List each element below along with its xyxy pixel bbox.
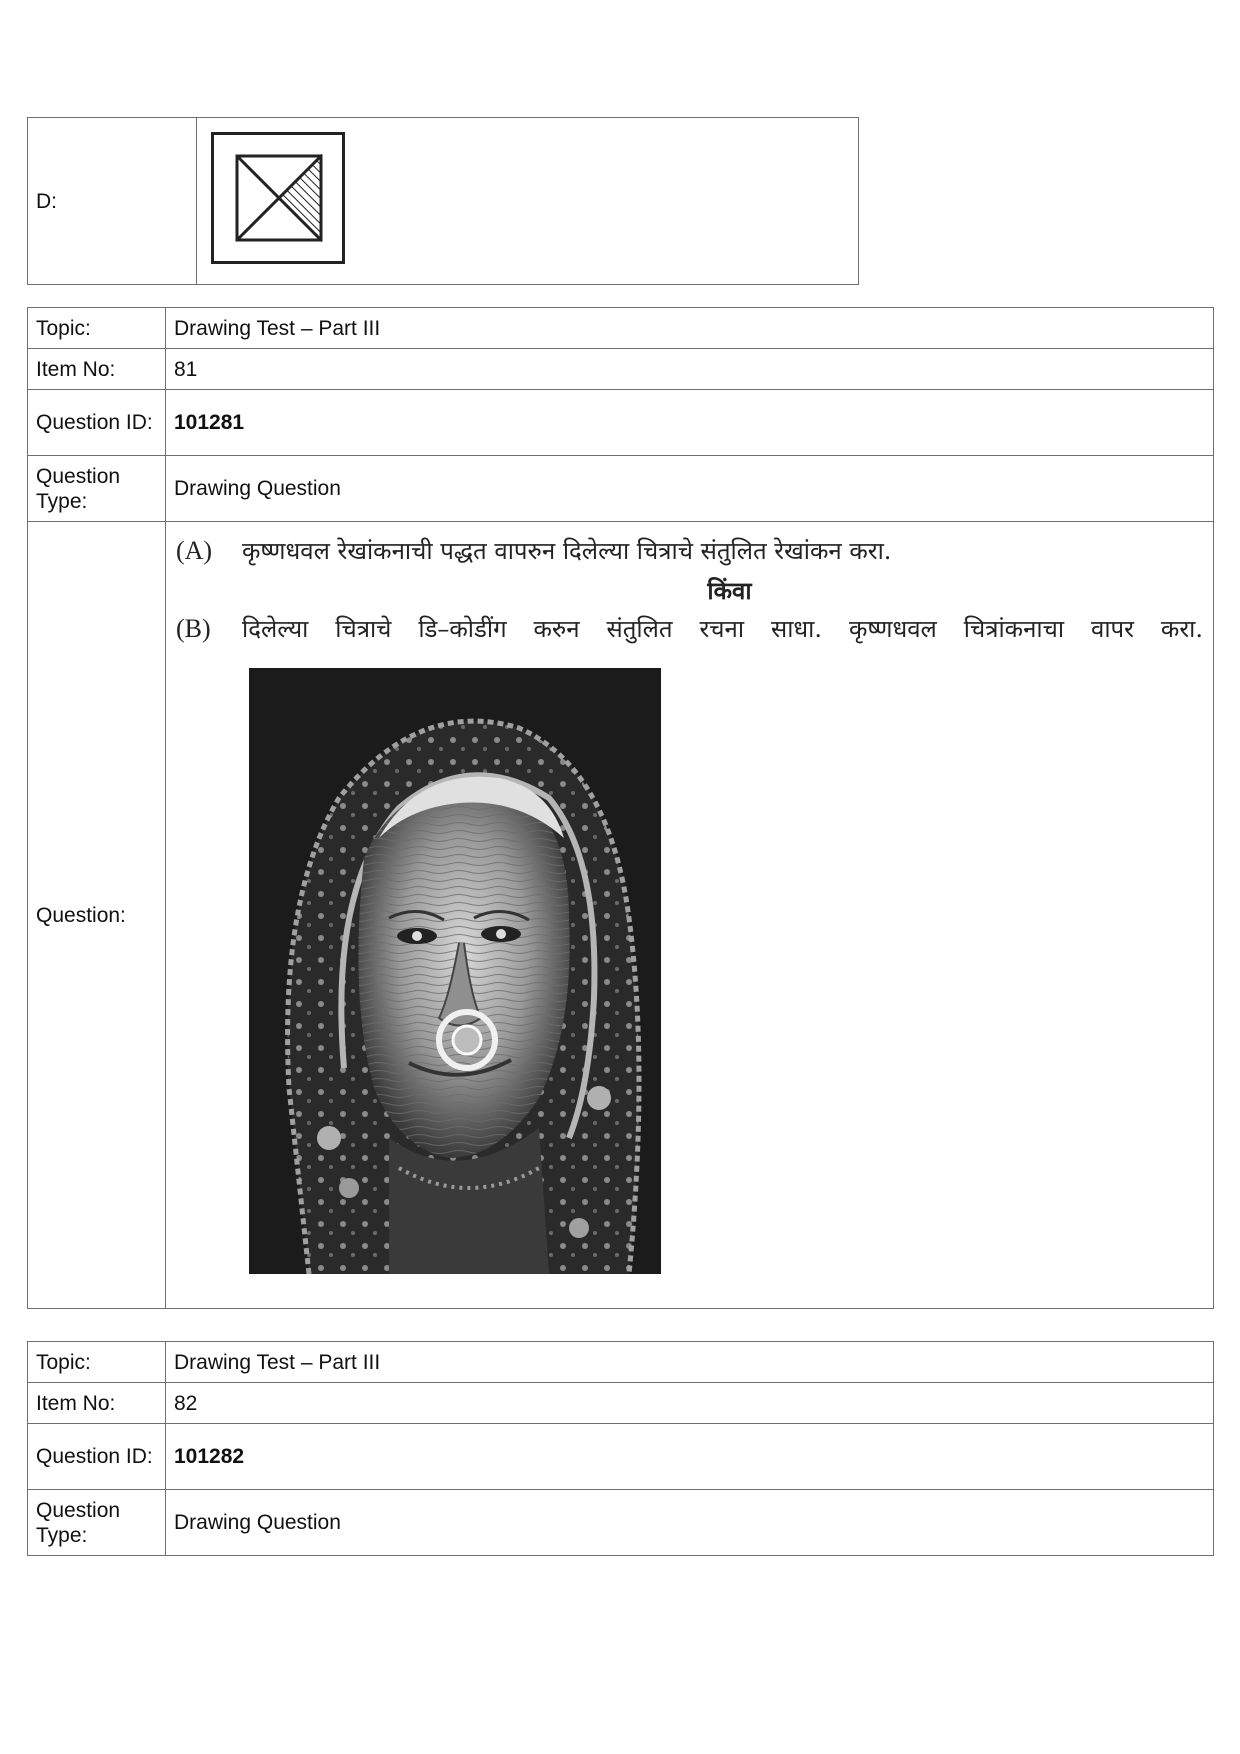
- topic-value: Drawing Test – Part III: [166, 1342, 1214, 1383]
- option-d-label: D:: [28, 118, 197, 285]
- question-82-table: [27, 1341, 1214, 1556]
- question-body: [166, 522, 1214, 1309]
- question-id-label: Question ID:: [28, 1424, 166, 1490]
- question-type-label: Question Type:: [28, 1490, 166, 1556]
- question-part-b: [176, 614, 1203, 644]
- elderly-woman-portrait-photo: [249, 668, 661, 1274]
- question-part-a: [176, 536, 1203, 566]
- part-b-text: दिलेल्या चित्राचे डि–कोडींग करुन संतुलित रचना साधा. कृष्णधवल चित्रांकनाचा वापर करा.: [242, 615, 1203, 643]
- question-id-value: 101282: [166, 1424, 1214, 1490]
- topic-label: Topic:: [28, 308, 166, 349]
- question-id-value: 101281: [166, 390, 1214, 456]
- item-no-value: 81: [166, 349, 1214, 390]
- item-no-label: Item No:: [28, 349, 166, 390]
- part-a-letter: (A): [176, 536, 213, 565]
- part-b-letter: (B): [176, 614, 211, 643]
- question-label: Question:: [28, 522, 166, 1309]
- question-81-table: [27, 307, 1214, 1309]
- item-no-value: 82: [166, 1383, 1214, 1424]
- question-type-value: Drawing Question: [166, 456, 1214, 522]
- option-d-table: [27, 117, 859, 285]
- or-separator: किंवा: [707, 576, 752, 605]
- item-no-label: Item No:: [28, 1383, 166, 1424]
- question-type-value: Drawing Question: [166, 1490, 1214, 1556]
- question-id-label: Question ID:: [28, 390, 166, 456]
- topic-value: Drawing Test – Part III: [166, 308, 1214, 349]
- question-type-label: Question Type:: [28, 456, 166, 522]
- topic-label: Topic:: [28, 1342, 166, 1383]
- square-with-diagonals-hatched-triangle-icon: [211, 132, 345, 264]
- part-a-text: कृष्णधवल रेखांकनाची पद्धत वापरुन दिलेल्या चित्राचे संतुलित रेखांकन करा.: [242, 537, 892, 565]
